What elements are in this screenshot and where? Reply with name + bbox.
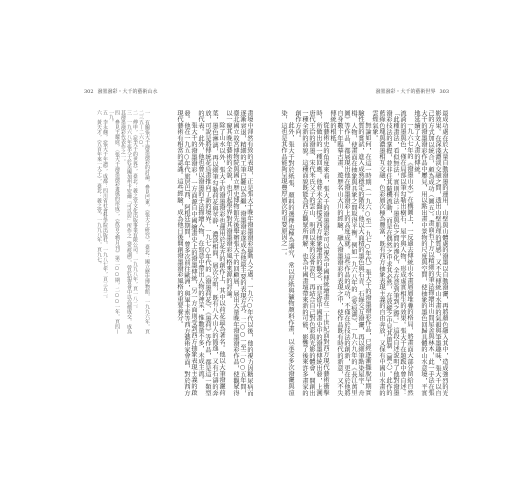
paragraph: 最成功處在於大量自動潑墨的運用，山壁與山體處的潑墨以自動潑灑，再將顏色融入其中，造成強烈的光影效果。在深淺濃淡交融之間，透出山壁肌理的質感，又不失傳統山水畫的氣韻與筆墨趣味，張大千以自己的方式加以統合，頗為成功（圖五）。畫面右下方以精細的筆法描繪出山間屋舍與林木，此一手法在張大千的潑墨潑彩作品中屢見，用以點出畫中景物的尺度與空間，使抽象的墨色回歸具體的山水意境，平實地延續了文人畫的傳統。 [413, 110, 448, 396]
right-running-head [375, 89, 449, 95]
paragraph: 此外，張大千對於紙張、顏料的選擇也極為講究，常以厚紙與礦物顏料作畫，以承受多次潑灑與渲染，這也是其作品能夠呈現豐厚層次的重要原因之一。 [280, 110, 294, 396]
paragraph: 從藝術史的角度來看，張大千的潑墨潑彩可以視為中國傳統繪畫在二十世紀面對西方現代藝術衝擊時，所做出的一種回應。他並未全盤接受西方抽象繪畫的觀念，而是從中國畫史中的潑墨傳統出發，上溯唐代王洽的潑墨、宋代米氏父子的雲山、明清以來的沒骨設色，再結合自己對色彩與光影的體會，開創出一種全新的面貌。這種面貌既能為西方觀眾所理解，也為中國畫壇帶來新的可能，影響了後來許多畫家的創作方向。 [294, 110, 329, 396]
right-body-text [266, 110, 448, 396]
left-page-number: 302 [84, 89, 94, 95]
paragraph: 無論如何，在這一時期（一九六○至一九七○年代）張大千的潑墨潑彩作品，已經逐漸擺脫早期實驗性質的嘗試，進入成熟穩定的階段。他以大面積的墨色與石青、石綠交互潑灑，再以細筆點染屋宇、舟楫、人物，使畫面在抽象與具象之間取得平衡。例如一九六八年的《愛痕湖》、一九六九年的《長江萬里圖》等作品，都展現出他在潑墨潑彩上的高度成就。這些作品的成功，不僅在於技法的創新，更在於他將自身數十年臨摹古畫、遊歷名山大川的經驗，融入潑墨潑彩的表現之中，使作品既有時代的新意，又不失傳統的根柢。 [329, 110, 371, 396]
right-page-number: 303 [439, 89, 449, 95]
footnote: 三 一九六八年張大千於美國加州卡密爾「可以居」所作之《愛痕湖》，曾於拍賣會中以高價成交，成為其潑墨潑彩代表作之一。 [120, 110, 132, 334]
footnote: 二 傅申，《張大千的世界》，臺北：羲之堂文化出版事業有限公司，一九九八年，頁一八二。 [132, 110, 138, 311]
paragraph: 畫境中渾然有致的表現，正是張大千晚年潑墨潑彩最動人之處。一九六○年代以後，他的視力因糖尿病而逐漸衰退，精細的工筆已難以為繼，潑墨潑彩遂成為他最主要的表現方式。二○○一至二○○五年間，臺北國立故宮博物院與國立歷史博物館先後舉辦張大千的回顧展，展出大量晚年潑墨潑彩作品，使觀眾得以一窺其晚年藝術的全貌，也引起學界對其潑墨潑彩風格來源的討論。 [225, 110, 253, 396]
footnote: 四 參見王耀庭，〈張大千潑墨潑彩畫風的形成〉，《故宮文物月刊》第二○○期，二○○一年，頁四—一九。 [108, 110, 120, 334]
left-running-head [84, 89, 158, 95]
right-page [260, 0, 520, 500]
footnote: 五 李永翹，《張大千年譜》，成都：四川省社會科學院出版社，一九八七年，頁三五二。 [102, 110, 108, 302]
paragraph: 張大千的潑墨潑彩，一方面源自中國繪畫史上的潑墨傳統，另一方面則受到西方抽象表現主義的啟發。他在一九五○年代旅居巴西、阿根廷期間，曾多次前往歐洲，與畢卡索等西方藝術家會面，對於西方現代藝術有相當的認識。這些經驗，成為他日後開創潑墨潑彩風格的重要養分。 [176, 110, 197, 396]
footnote: 六 黃天才，《五百年來一大千》，臺北：羲之堂，一九九八年，頁九七。 [96, 110, 102, 267]
left-body-text [155, 110, 253, 396]
footnotes [82, 110, 150, 334]
paragraph: 一九六七年的《潑墨山水》在構圖上，一反過去傳統山水畫層層堆疊的格局，將畫面大部分留給自然流淌的墨與色，僅在局部以筆勾勒出樹石、屋宇與人物，形成虛實相生的效果。張大千在題跋中曾自述：「此種畫法，看似無法，實則有法；墨與色之間的滲化，全在意到筆到之際。」這段自述說明了他對潑墨潑彩技法的掌握，並非任其隨機流動，而是在偶然之中求其必然，在放縱之中見其節制（圖六）。此作的藍綠色塊與濃墨相互交融，色彩層次極為豐富，既有西方抽象表現主義的自由奔放，又保有中國山水畫的雲煙氣象。 [371, 110, 413, 396]
right-running-head-title: 潑墨潑彩・大千的藝術世界 [375, 89, 436, 95]
footnote: 一 有關張大千潑墨潑彩的討論，參見巴東，《張大千研究》，臺北：國立歷史博物館，一九九六年，頁二三五—二六○。 [138, 110, 150, 334]
paragraph: 除了山水以外，張大千的潑墨潑彩也運用於花卉的創作上，其中以荷花最為著名。他以大筆潑灑荷葉，墨色淋漓，再以細筆勾勒荷花與莖幹，濃淡相間，層次分明，既有八大山人的簡逸，又有石濤的奔放，可說是將傳統花鳥畫推向了新的境界。一九七○年代的《潑墨荷花》、《墨荷》等作品，都是這一類型的代表。此外，他也曾以潑墨的手法描繪人物，在寫意中帶出人物的神采，惟數量不多，未成主流。 [197, 110, 225, 396]
left-running-head-title: 潑墨潑彩・大千的藝術山水 [97, 89, 158, 95]
